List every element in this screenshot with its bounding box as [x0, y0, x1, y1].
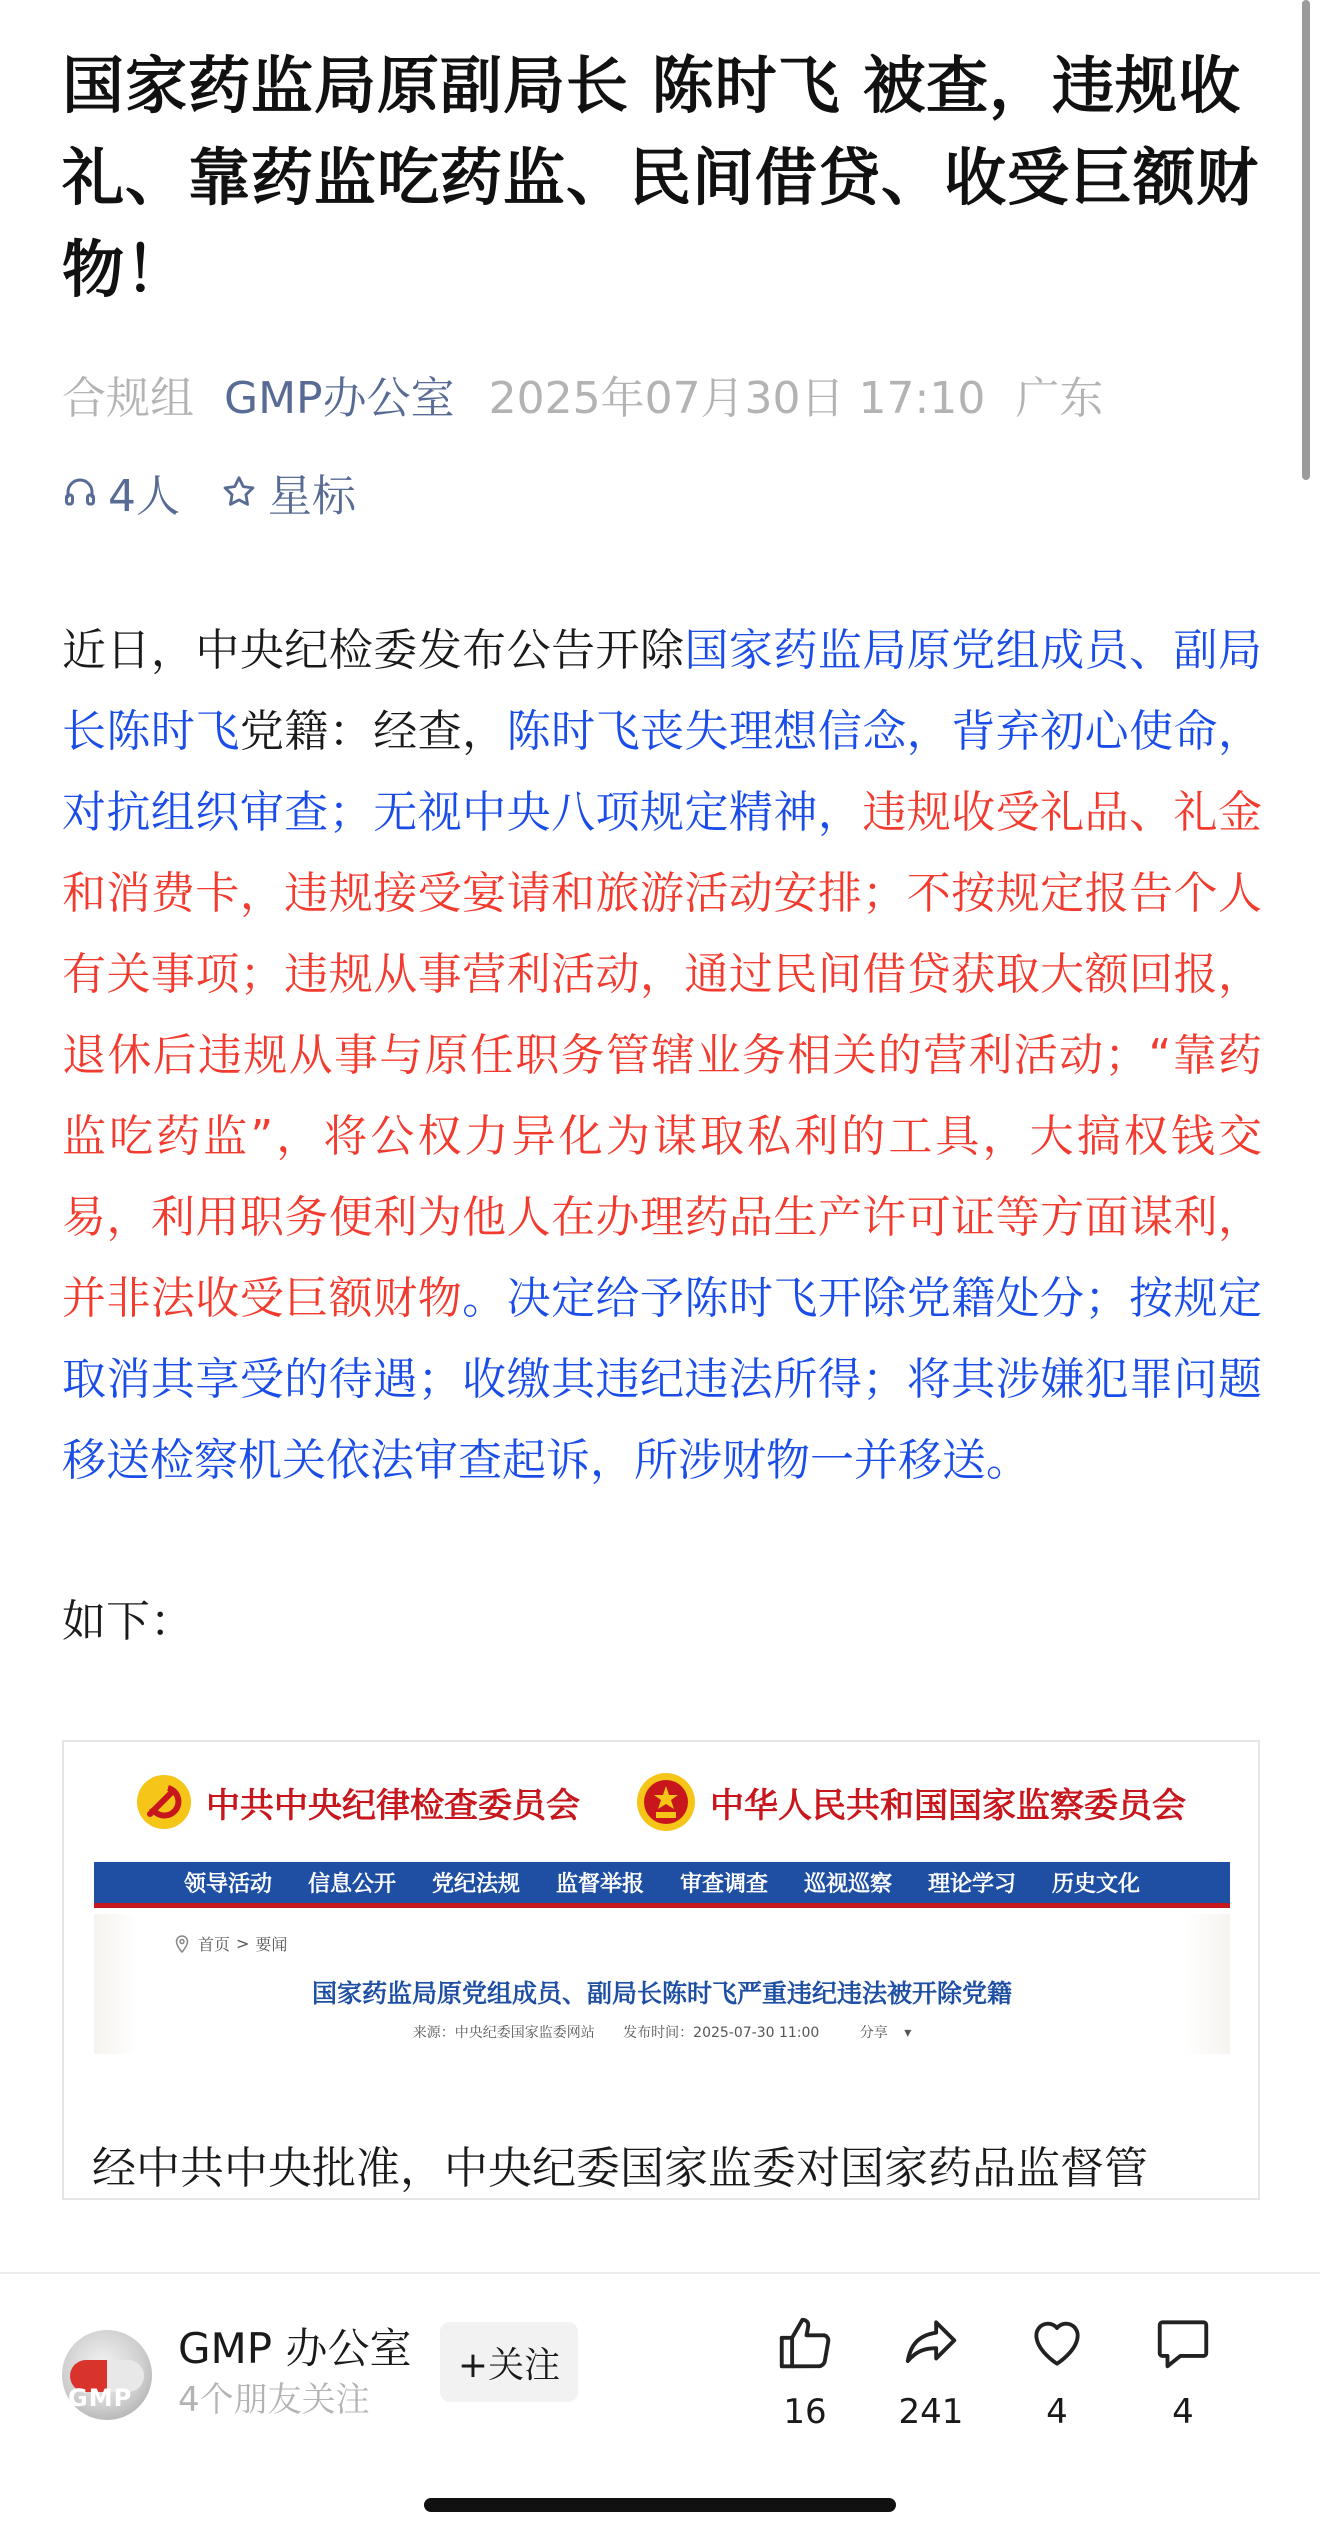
meta-group: 合规组	[62, 373, 194, 424]
home-indicator[interactable]	[424, 2498, 896, 2512]
page-scrollbar[interactable]	[1302, 0, 1310, 480]
article-meta	[62, 362, 1262, 426]
like-button[interactable]	[750, 2312, 860, 2432]
article	[62, 40, 1262, 2200]
ccdi-article-meta	[94, 2022, 1230, 2042]
avatar-logo-text: GMP	[68, 2384, 133, 2412]
location-pin-icon	[174, 1935, 190, 1953]
highlight-red-violations: 违规收受礼品、礼金和消费卡，违规接受宴请和旅游活动安排；不按规定报告个人有关事项；违规从事营利活动，通过民间借贷获取大额回报，退休后违规从事与原任职务管辖业务相关的营利活动；“靠药监吃药监”，将公权力异化为谋取私利的工具，大搞权钱交易，利用职务便利为他人在办理药品生产许可证等方面谋利，并非法收受巨额财物	[62, 787, 1263, 1324]
article-paragraph-1	[62, 610, 1262, 1501]
like-count: 16	[783, 2392, 827, 2432]
thumbs-up-icon	[774, 2312, 836, 2374]
highlight-blue-official: 国家药监局原党组成员、副局长陈时飞	[62, 625, 1263, 757]
share-count: 241	[898, 2392, 964, 2432]
article-stats	[62, 460, 1262, 524]
meta-account-link[interactable]: GMP办公室	[224, 373, 455, 424]
article-paragraph-2: 如下：	[62, 1596, 194, 1647]
star-icon	[220, 473, 258, 511]
nsc-logo-text: 中华人民共和国国家监察委员会	[710, 1785, 1186, 1826]
ccdi-source: 来源：中央纪委国家监委网站	[412, 2025, 595, 2041]
listener-count: 4人	[108, 471, 180, 522]
highlight-blue-decision: 决定给予陈时飞开除党籍处分；按规定取消其享受的待遇；收缴其违纪违法所得；将其涉嫌犯罪问题移送检察机关依法审查起诉，所涉财物一并移送。	[62, 1273, 1263, 1486]
ccdi-nav-item: 理论学习	[928, 1871, 1017, 1897]
favorite-button[interactable]	[1002, 2312, 1112, 2432]
embedded-screenshot[interactable]	[62, 1740, 1260, 2200]
share-button[interactable]	[876, 2312, 986, 2432]
ccdi-header	[64, 1772, 1258, 1832]
breadcrumb-home: 首页	[198, 1935, 231, 1954]
national-emblem-icon	[636, 1772, 696, 1832]
party-emblem-icon	[136, 1774, 192, 1830]
ccdi-headline: 国家药监局原党组成员、副局长陈时飞严重违纪违法被开除党籍	[311, 1979, 1012, 2008]
heart-icon	[1026, 2312, 1088, 2374]
avatar[interactable]	[62, 2330, 152, 2420]
ccdi-nav-item: 党纪法规	[431, 1871, 520, 1897]
meta-region: 广东	[1015, 373, 1104, 424]
ccdi-nav-item: 信息公开	[307, 1871, 396, 1897]
breadcrumb-current: 要闻	[255, 1935, 288, 1954]
share-icon	[900, 2312, 962, 2374]
ccdi-nav-item: 领导活动	[183, 1871, 272, 1897]
ccdi-share: 分享 ▾	[859, 2025, 912, 2041]
friends-following: 4个朋友关注	[178, 2380, 370, 2420]
screenshot-caption: 经中共中央批准，中央纪委国家监委对国家药品监督管	[92, 2143, 1148, 2194]
ccdi-nav-item: 监督举报	[555, 1871, 644, 1897]
paragraph-segment: 近日，中央纪检委发布公告开除	[62, 625, 685, 676]
listen-button[interactable]	[62, 460, 180, 524]
paragraph-segment: 。	[462, 1273, 507, 1324]
meta-date: 2025年07月30日 17:10	[488, 373, 986, 424]
ccdi-nav-item: 审查调查	[680, 1871, 769, 1897]
breadcrumb-separator: >	[236, 1934, 250, 1953]
follow-button[interactable]: +关注	[440, 2322, 578, 2402]
ccdi-nav	[94, 1862, 1230, 1908]
breadcrumb	[174, 1932, 287, 1955]
ccdi-nav-item: 巡视巡察	[804, 1871, 893, 1897]
account-name[interactable]: GMP 办公室	[178, 2324, 412, 2373]
comment-count: 4	[1172, 2392, 1194, 2432]
favorite-count: 4	[1046, 2392, 1068, 2432]
article-title: 国家药监局原副局长 陈时飞 被查，违规收礼、靠药监吃药监、民间借贷、收受巨额财物！	[62, 49, 1260, 306]
star-button[interactable]	[220, 460, 356, 524]
paragraph-segment: 党籍：经查，	[239, 706, 507, 757]
highlight-blue-findings: 陈时飞丧失理想信念，背弃初心使命，对抗组织审查；无视中央八项规定精神，	[62, 706, 1263, 838]
comment-button[interactable]	[1128, 2312, 1238, 2432]
headphones-icon	[62, 474, 98, 510]
comment-icon	[1152, 2312, 1214, 2374]
ccdi-logo-text: 中共中央纪律检查委员会	[206, 1785, 580, 1826]
ccdi-article-header	[94, 1914, 1230, 2054]
star-label: 星标	[268, 471, 356, 522]
ccdi-nav-item: 历史文化	[1052, 1871, 1141, 1897]
ccdi-publish-time: 发布时间：2025-07-30 11:00	[623, 2025, 820, 2041]
